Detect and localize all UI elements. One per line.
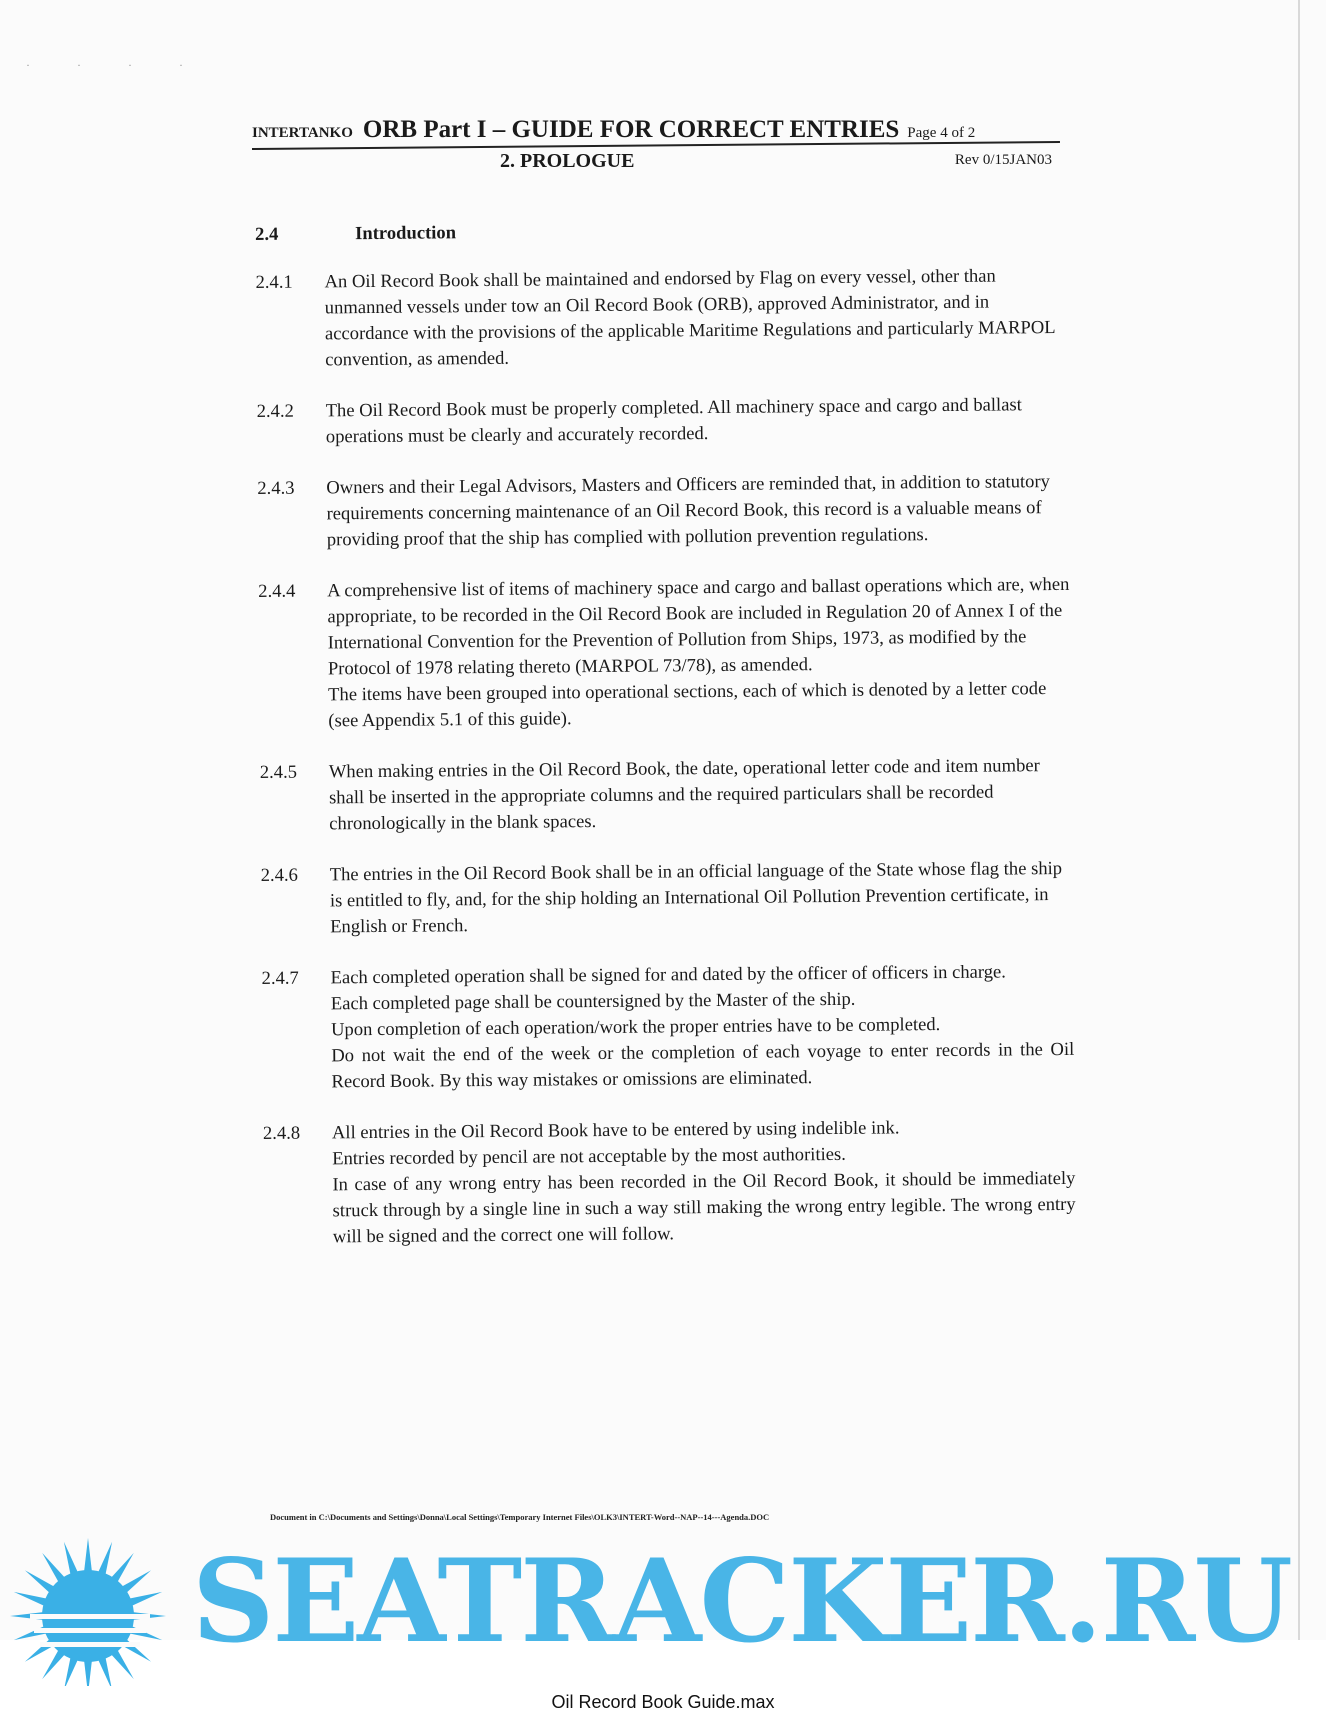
item-number: 2.4.8 (262, 1122, 301, 1144)
item-text (326, 469, 1070, 553)
sun-ray (64, 1657, 78, 1687)
sun-ray (98, 1542, 112, 1576)
list-item (260, 753, 1073, 838)
item-number: 2.4.5 (259, 761, 298, 783)
item-paragraph: Owners and their Legal Advisors, Masters and Officers are reminded that, in addition to statutory requirements concerning maintenance of an Oil Record Book, this record is a valuable means of providing proof that the ship has complied with pollution prevention regulations. (326, 471, 1050, 551)
item-paragraph: Each completed operation shall be signed for and dated by the officer of officers in charge. (330, 961, 1006, 989)
sun-ray (98, 1657, 112, 1687)
item-paragraph: Entries recorded by pencil are not acceptable by the most authorities. (332, 1143, 846, 1170)
item-text (329, 753, 1073, 837)
list-item (261, 959, 1074, 1096)
item-number: 2.4.6 (260, 864, 298, 886)
list-item (263, 1114, 1076, 1251)
file-caption: Oil Record Book Guide.max (551, 1692, 775, 1712)
item-text (330, 856, 1074, 940)
document-header (252, 116, 1064, 144)
item-text (330, 959, 1074, 1095)
list-item (258, 572, 1071, 735)
item-text (332, 1114, 1076, 1250)
item-number: 2.4.2 (256, 400, 294, 422)
list-item (261, 856, 1074, 941)
section-heading (255, 215, 1067, 248)
list-item (255, 263, 1068, 374)
item-paragraph: All entries in the Oil Record Book have to be entered by using indelible ink. (331, 1117, 900, 1144)
item-paragraph: Do not wait the end of the week or the completion of each voyage to enter records in the Oil Record Book. By this way mistakes or omissions are eliminated. (331, 1038, 1075, 1093)
list-item (257, 392, 1069, 451)
header-title: ORB Part I – GUIDE FOR CORRECT ENTRIES (362, 116, 900, 143)
sun-ray (14, 1592, 48, 1606)
item-paragraph: The items have been grouped into operational sections, each of which is denoted by a letter code (see Appendix 5.1 of this guide). (328, 678, 1047, 732)
item-paragraph: When making entries in the Oil Record Book, the date, operational letter code and item number shall be inserted in the appropriate columns and the required particulars shall be recorded chronologically in the blank spaces. (328, 755, 1040, 835)
item-paragraph: An Oil Record Book shall be maintained and endorsed by Flag on every vessel, other than unmanned vessels under tow an Oil Record Book (ORB), approved Administrator, and in accordance with the provisions of the applicable Maritime Regulations and particularly MARPOL convention, as amended. (324, 265, 1055, 371)
item-paragraph: In case of any wrong entry has been recorded in the Oil Record Book, it should be immediately struck through by a single line in such a way still making the wrong entry legible. The wrong entry will be signed and the correct one will follow. (332, 1167, 1076, 1248)
sun-logo-icon (0, 1536, 190, 1686)
document-subheader (252, 150, 1052, 176)
item-paragraph: The Oil Record Book must be properly completed. All machinery space and cargo and ballast operations must be clearly and accurately recorded. (325, 394, 1022, 448)
item-paragraph: Upon completion of each operation/work the proper entries have to be completed. (330, 1014, 941, 1041)
section-number: 2.4 (255, 223, 279, 245)
list-item (257, 469, 1070, 554)
header-section: 2. PROLOGUE (500, 150, 635, 172)
watermark-text: SEATRACKER.RU (192, 1534, 1291, 1668)
footer-document-path: Document in C:\Documents and Settings\Donna\Local Settings\Temporary Internet Files\OLK3\INTERT-Word--NAP--14---Agenda.DOC (270, 1512, 770, 1522)
page-edge (1298, 0, 1300, 1640)
item-number: 2.4.4 (258, 580, 296, 602)
header-org: INTERTANKO (252, 125, 353, 141)
sun-ray (84, 1538, 92, 1572)
header-revision: Rev 0/15JAN03 (954, 152, 1052, 168)
item-paragraph: A comprehensive list of items of machinery space and cargo and ballast operations which are, when appropriate, to be recorded in the Oil Record Book are included in Regulation 20 of Annex I of the International Convention for the Prevention of Pollution from Ships, 1973, as modified by the Protocol of 1978 relating thereto (MARPOL 73/78), as amended. (327, 573, 1070, 680)
item-paragraph: The entries in the Oil Record Book shall be in an official language of the State whose flag the ship is entitled to fly, and, for the ship holding an International Oil Pollution Prevention certificate, in English or French. (329, 857, 1063, 938)
item-number: 2.4.3 (257, 477, 295, 499)
document-body (255, 215, 1076, 1276)
item-list (255, 263, 1076, 1251)
sun-ray (129, 1592, 163, 1606)
item-text (324, 263, 1068, 373)
item-paragraph: Each completed page shall be countersigned by the Master of the ship. (330, 988, 856, 1015)
item-number: 2.4.7 (261, 967, 299, 989)
sun-ray (84, 1660, 92, 1686)
section-title: Introduction (355, 222, 457, 245)
scan-specks: · · · · (26, 58, 205, 72)
item-text (327, 572, 1071, 734)
item-number: 2.4.1 (255, 271, 293, 293)
item-text (326, 392, 1069, 450)
sun-ray (64, 1542, 78, 1576)
header-page-number: Page 4 of 2 (907, 125, 976, 141)
